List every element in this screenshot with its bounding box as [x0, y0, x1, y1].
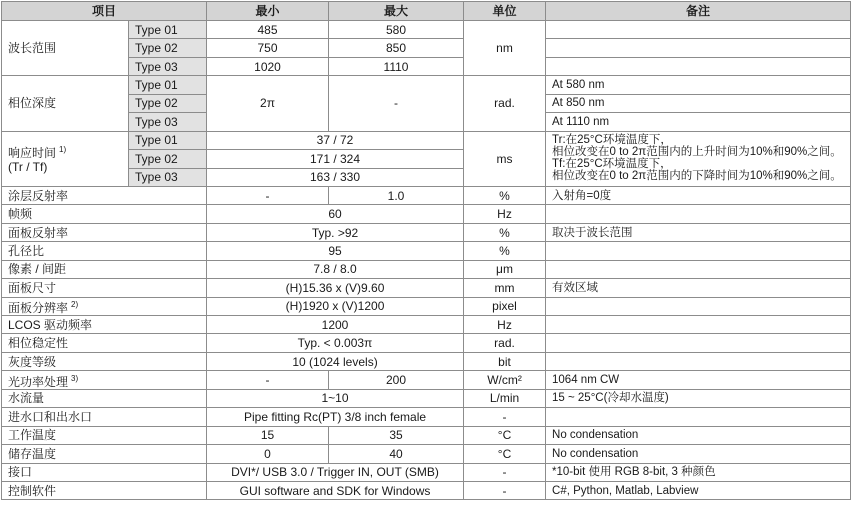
- note-cell: [546, 242, 851, 260]
- type-label: Type 02: [129, 39, 207, 57]
- min-value: 15: [207, 426, 329, 444]
- unit-value: ms: [464, 131, 546, 186]
- row-label: 灰度等级: [2, 352, 207, 370]
- range-value: Typ. < 0.003π: [207, 334, 464, 352]
- note-cell: [546, 21, 851, 39]
- max-value: 35: [329, 426, 464, 444]
- footnote-mark: 2): [71, 299, 79, 309]
- unit-value: μm: [464, 260, 546, 278]
- unit-value: %: [464, 223, 546, 241]
- note-cell: *10-bit 使用 RGB 8-bit, 3 种颜色: [546, 463, 851, 481]
- note-cell: [546, 260, 851, 278]
- min-value: 2π: [207, 76, 329, 131]
- unit-value: -: [464, 463, 546, 481]
- table-row: [2, 352, 851, 370]
- header-min: 最小: [207, 2, 329, 21]
- max-value: 40: [329, 445, 464, 463]
- row-label: 进水口和出水口: [2, 408, 207, 426]
- row-label: 帧频: [2, 205, 207, 223]
- note-cell: [546, 352, 851, 370]
- range-value: 37 / 72: [207, 131, 464, 149]
- row-label: 孔径比: [2, 242, 207, 260]
- row-label: [2, 297, 207, 315]
- row-label: [2, 371, 207, 389]
- range-value: 171 / 324: [207, 150, 464, 168]
- table-row: [2, 21, 851, 39]
- note-cell: 15 ~ 25°C(冷却水温度): [546, 389, 851, 407]
- max-value: 1.0: [329, 186, 464, 204]
- header-unit: 单位: [464, 2, 546, 21]
- table-row: [2, 205, 851, 223]
- header-remarks: 备注: [546, 2, 851, 21]
- range-value: 7.8 / 8.0: [207, 260, 464, 278]
- row-label: 相位深度: [2, 76, 129, 131]
- row-label: 面板反射率: [2, 223, 207, 241]
- range-value: DVI*/ USB 3.0 / Trigger IN, OUT (SMB): [207, 463, 464, 481]
- row-label: [2, 131, 129, 186]
- note-cell: [546, 57, 851, 75]
- header-row: [2, 2, 851, 21]
- row-label: 相位稳定性: [2, 334, 207, 352]
- unit-value: bit: [464, 352, 546, 370]
- response-time-sublabel: (Tr / Tf): [8, 160, 48, 175]
- row-label-text: 面板分辨率: [8, 300, 69, 315]
- table-row: [2, 279, 851, 297]
- note-cell: [546, 131, 851, 186]
- note-cell: At 850 nm: [546, 94, 851, 112]
- table-row: [2, 371, 851, 389]
- type-label: Type 02: [129, 150, 207, 168]
- row-label: 涂层反射率: [2, 186, 207, 204]
- min-value: -: [207, 186, 329, 204]
- max-value: 1110: [329, 57, 464, 75]
- max-value: -: [329, 76, 464, 131]
- unit-value: L/min: [464, 389, 546, 407]
- unit-value: rad.: [464, 76, 546, 131]
- table-row: [2, 426, 851, 444]
- unit-value: %: [464, 242, 546, 260]
- spec-table: [1, 1, 851, 500]
- note-cell: 取决于波长范围: [546, 223, 851, 241]
- unit-value: -: [464, 481, 546, 499]
- range-value: 60: [207, 205, 464, 223]
- unit-value: Hz: [464, 205, 546, 223]
- row-label: 像素 / 间距: [2, 260, 207, 278]
- unit-value: pixel: [464, 297, 546, 315]
- table-row: [2, 408, 851, 426]
- type-label: Type 01: [129, 131, 207, 149]
- response-time-label: 响应时间: [8, 146, 57, 161]
- row-label: 水流量: [2, 389, 207, 407]
- min-value: 1020: [207, 57, 329, 75]
- unit-value: mm: [464, 279, 546, 297]
- note-line: Tf:在25°C环境温度下，: [552, 157, 672, 170]
- note-line: 相位改变在0 to 2π范围内的下降时间为10%和90%之间。: [552, 169, 842, 182]
- row-label-text: 光功率处理: [8, 374, 69, 389]
- note-cell: [546, 316, 851, 334]
- table-row: [2, 260, 851, 278]
- range-value: Pipe fitting Rc(PT) 3/8 inch female: [207, 408, 464, 426]
- min-value: 750: [207, 39, 329, 57]
- range-value: GUI software and SDK for Windows: [207, 481, 464, 499]
- row-label: 波长范围: [2, 21, 129, 76]
- range-value: 1200: [207, 316, 464, 334]
- note-line: 相位改变在0 to 2π范围内的上升时间为10%和90%之间。: [552, 145, 842, 158]
- type-label: Type 01: [129, 76, 207, 94]
- min-value: -: [207, 371, 329, 389]
- range-value: Typ. >92: [207, 223, 464, 241]
- type-label: Type 03: [129, 113, 207, 131]
- note-cell: [546, 334, 851, 352]
- range-value: 163 / 330: [207, 168, 464, 186]
- type-label: Type 03: [129, 168, 207, 186]
- table-row: [2, 481, 851, 499]
- type-label: Type 03: [129, 57, 207, 75]
- range-value: (H)1920 x (V)1200: [207, 297, 464, 315]
- min-value: 485: [207, 21, 329, 39]
- range-value: 1~10: [207, 389, 464, 407]
- row-label: 储存温度: [2, 445, 207, 463]
- unit-value: Hz: [464, 316, 546, 334]
- max-value: 580: [329, 21, 464, 39]
- table-row: [2, 131, 851, 149]
- note-cell: 1064 nm CW: [546, 371, 851, 389]
- note-cell: C#, Python, Matlab, Labview: [546, 481, 851, 499]
- unit-value: rad.: [464, 334, 546, 352]
- footnote-mark: 3): [71, 373, 79, 383]
- note-cell: [546, 205, 851, 223]
- table-row: [2, 389, 851, 407]
- range-value: (H)15.36 x (V)9.60: [207, 279, 464, 297]
- min-value: 0: [207, 445, 329, 463]
- table-row: [2, 186, 851, 204]
- table-row: [2, 39, 851, 57]
- note-cell: No condensation: [546, 426, 851, 444]
- note-cell: 有效区域: [546, 279, 851, 297]
- row-label: 控制软件: [2, 481, 207, 499]
- note-cell: [546, 297, 851, 315]
- row-label: LCOS 驱动频率: [2, 316, 207, 334]
- unit-value: °C: [464, 445, 546, 463]
- max-value: 200: [329, 371, 464, 389]
- table-row: [2, 463, 851, 481]
- table-row: [2, 57, 851, 75]
- unit-value: %: [464, 186, 546, 204]
- note-cell: At 1110 nm: [546, 113, 851, 131]
- note-line: Tr:在25°C环境温度下，: [552, 133, 672, 146]
- table-row: [2, 223, 851, 241]
- note-cell: At 580 nm: [546, 76, 851, 94]
- footnote-mark: 1): [59, 145, 67, 155]
- table-row: [2, 445, 851, 463]
- row-label: 工作温度: [2, 426, 207, 444]
- range-value: 10 (1024 levels): [207, 352, 464, 370]
- table-row: [2, 242, 851, 260]
- header-item: 项目: [2, 2, 207, 21]
- note-cell: 入射角=0度: [546, 186, 851, 204]
- header-max: 最大: [329, 2, 464, 21]
- table-row: [2, 334, 851, 352]
- note-cell: [546, 39, 851, 57]
- table-row: [2, 316, 851, 334]
- table-row: [2, 297, 851, 315]
- note-cell: [546, 408, 851, 426]
- type-label: Type 01: [129, 21, 207, 39]
- range-value: 95: [207, 242, 464, 260]
- row-label: 面板尺寸: [2, 279, 207, 297]
- type-label: Type 02: [129, 94, 207, 112]
- unit-value: W/cm²: [464, 371, 546, 389]
- unit-value: nm: [464, 21, 546, 76]
- unit-value: °C: [464, 426, 546, 444]
- note-cell: No condensation: [546, 445, 851, 463]
- max-value: 850: [329, 39, 464, 57]
- unit-value: -: [464, 408, 546, 426]
- table-row: [2, 76, 851, 94]
- row-label: 接口: [2, 463, 207, 481]
